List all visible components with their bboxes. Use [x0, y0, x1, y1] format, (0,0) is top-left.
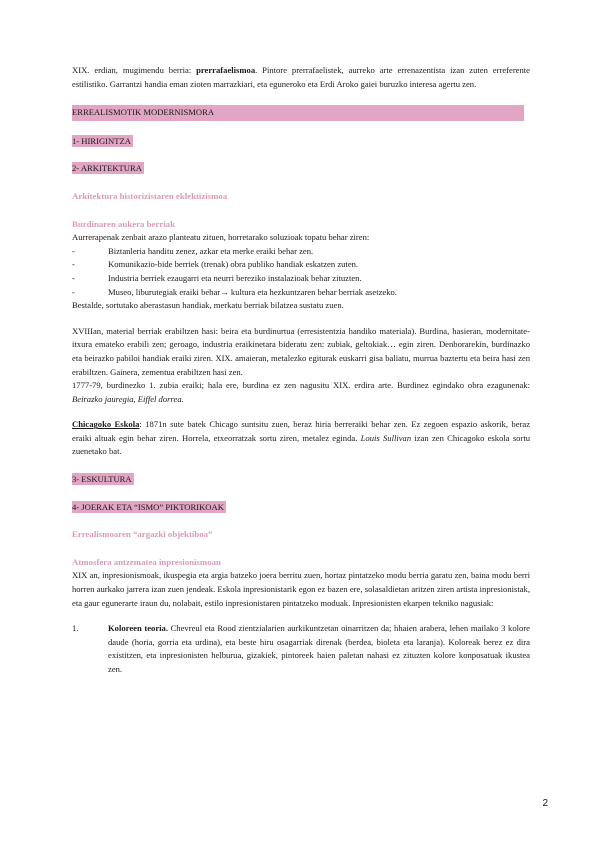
- intro-bold-term: prerrafaelismoa: [196, 65, 256, 75]
- section-heading-arkitektura: 2- ARKITEKTURA: [72, 163, 142, 174]
- chicago-paragraph: Chicagoko Eskola: 1871n sute batek Chicago suntsitu zuen, beraz hiria berreraiki behar zen. Ez zegoen espazio askorik, beraz eraiki altuak egin behar ziren. Horrela, etxeorratzak sortu ziren, metalez eginda. Louis Sullivan izan zen Chicagoko eskola sortu zuenetako bat.: [72, 419, 531, 457]
- subheading-eklektizismoa: Arkitektura historizistaren eklektizismoa: [72, 190, 228, 201]
- list-item: - Biztanleria handitu zenez, azkar eta merke eraiki behar zen.: [72, 245, 314, 256]
- arch-paragraph-2: 1777-79, burdinezko 1. zubia eraiki; hala ere, burdina ez zen nagusitu XIX. erdira arte. Burdinez egindako obra ezagunenak: Beirazko jauregia, Eiffel dorrea.: [72, 380, 530, 404]
- page-number: 2: [542, 798, 548, 809]
- section-heading-ismoak: 4- JOERAK ETA “ISMO” PIKTORIKOAK: [72, 501, 224, 512]
- intro-paragraph: XIX. erdian, mugimendu berria: prerrafaelismoa. Pintore prerrafaelistek, aurreko arte errenazentista izan zuten erreferente estilistiko. Garrantzi handia eman zioten marrazkiari, eta eguneroko eta Erdi Aroko gaiei buruzko interesa agertu zen.: [72, 65, 530, 89]
- section-heading-eskultura: 3- ESKULTURA: [72, 474, 132, 485]
- chicago-title: Chicagoko Eskola: [72, 419, 140, 430]
- section-heading-hirigintza: 1- HIRIGINTZA: [72, 135, 131, 146]
- arch-paragraph-1: XVIIIan, material berriak erabiltzen hasi: beira eta burdinurtua (erresistentzia handiko materiala). Burdina, hasieran, modernitate-itxura emateko erabili zen; geroago, industria eraikinetara bideratu zen: zubiak, geltokiak… egin ziren. Denborarekin, burdinazko eta beirazko pabiloi handiak eraiki ziren. XIX. amaieran, metalezko egiturak euskarri gisa baliatu, murrua baztertu eta beira hasi zen erabiltzen. Gainera, zementua erabiltzen hasi zen.: [72, 325, 530, 377]
- subheading-inpresionismoa: Atmosfera antzematea inpresionismoan: [72, 556, 221, 567]
- ismos-paragraph-1: XIX an, inpresionismoak, ikuspegia eta argia batzeko joera berritu zuen, hortaz pintatzeko modu berria garatu zen, baina modu berri horren aurkako jarrera izan zuen jendeak. Eskola inpresionistarik egon ez bazen ere, solasaldietan aritzen ziren artista inpresionistak, eta gaur egunerarte iraun du, nolabait, estilo inpresionistaren pintatzeko moduak. Inpresionisten ekarpen tekniko nagusiak:: [72, 570, 530, 608]
- document-page: [72, 64, 530, 677]
- section-heading-main: ERREALISMOTIK MODERNISMORA: [72, 105, 524, 121]
- list-item: - Komunikazio-bide berriek (trenak) obra publiko handiak eskatzen zuten.: [72, 259, 359, 270]
- list-item: - Industria berriek ezaugarri eta neurri bereziko instalazioak behar zituzten.: [72, 272, 362, 283]
- arch-after-bullets: Bestalde, sortutako aberastasun handiak, merkatu berriak bilatzea sustatu zuen.: [72, 300, 344, 311]
- list-item: - Museo, liburutegiak eraiki behar→ kultura eta hezkuntzaren behar berriak asetzeko.: [72, 286, 397, 297]
- arch-lead: Aurrerapenak zenbait arazo planteatu zituen, horretarako soluzioak topatu behar ziren:: [72, 232, 370, 243]
- numbered-item: 1. Koloreen teoria. Chevreul eta Rood zientzialarien aurkikuntzetan oinarritzen da; hhaien arabera, lehen mailako 3 kolore daude (horia, gorria eta urdina), eta beste hiru osagarriak direnak (berdea, bioleta eta laranja). Koloreak berez ez dira existitzen, eta inpresionisten helburua, gizakiek, pintoreek haien paletan nahasi ez zituzten kolore konposatuak ikustea zen.: [72, 623, 530, 674]
- subheading-burdina: Burdinaren aukera berriak: [72, 218, 175, 229]
- subheading-argazki: Errealismoaren “argazki objektiboa”: [72, 529, 213, 540]
